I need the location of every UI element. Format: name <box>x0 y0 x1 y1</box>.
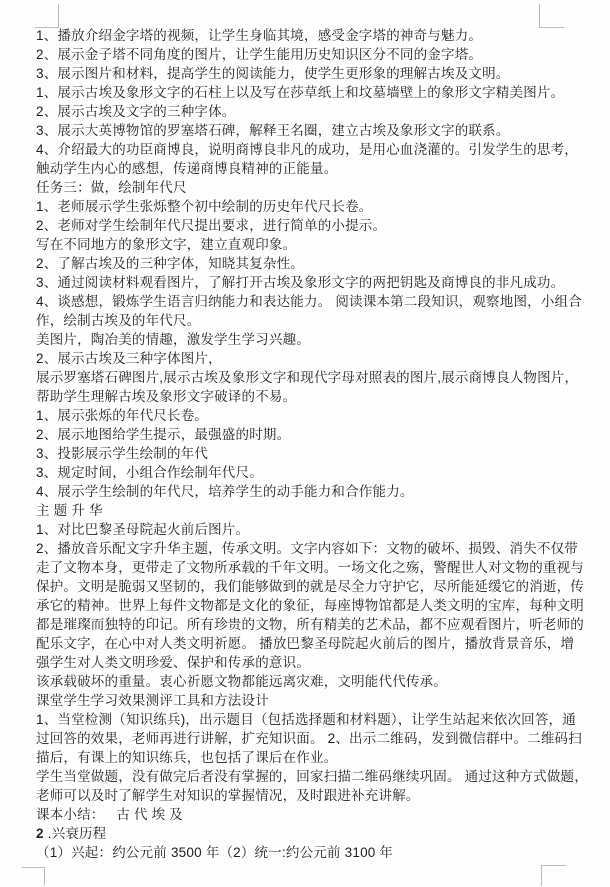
text-line: （1）兴起：约公元前 3500 年（2）统一:约公元前 3100 年 <box>36 845 394 860</box>
text-line: 2、播放音乐配文字升华主题，传承文明。文字内容如下：文物的破坏、损毁、消失不仅带 <box>36 541 579 556</box>
text-line: 学生当堂做题，没有做完后者没有掌握的，回家扫描二维码继续巩固。 通过这种方式做题， <box>36 769 588 784</box>
text-line: 课堂学生学习效果测评工具和方法设计 <box>36 693 269 708</box>
document-body <box>36 26 590 862</box>
text-line: 过回答的效果，老师再进行讲解，扩充知识面。 2、出示二维码，发到微信群中。二维码扫 <box>36 731 582 746</box>
text-line: 3、展示大英博物馆的罗塞塔石碑，解释王名圈，建立古埃及象形文字的联系。 <box>36 123 510 138</box>
text-line: 配乐文字，在心中对人类文明祈愿。 播放巴黎圣母院起火前后的图片，播放背景音乐，增 <box>36 636 575 651</box>
crop-mark-bottom-right <box>541 865 566 886</box>
text-line: 1、播放介绍金字塔的视频，让学生身临其境，感受金字塔的神奇与魅力。 <box>36 28 483 43</box>
text-line: 作，绘制古埃及的年代尺。 <box>36 313 201 328</box>
text-line: 1、当堂检测（知识练兵)，出示题目（包括选择题和材料题），让学生站起来依次回答，通 <box>36 712 576 727</box>
text-line: 4、展示学生绘制的年代尺，培养学生的动手能力和合作能力。 <box>36 484 414 499</box>
text-line: 描后，有课上的知识练兵，也包括了课后在作业。 <box>36 750 338 765</box>
text-line: 2、展示地图给学生提示，最强盛的时期。 <box>36 427 291 442</box>
text-line: 触动学生内心的感想，传递商博良精神的正能量。 <box>36 161 338 176</box>
text-line: 1、对比巴黎圣母院起火前后图片。 <box>36 522 250 537</box>
text-line: 1、老师展示学生张烁整个初中绘制的历史年代尺长卷。 <box>36 199 373 214</box>
text-line: 强学生对人类文明珍爱、保护和传承的意识。 <box>36 655 310 670</box>
text-line: 课本小结： 古 代 埃 及 <box>36 807 184 822</box>
text-line: 帮助学生理解古埃及象形文字破译的不易。 <box>36 389 297 404</box>
text-line: 2、展示古埃及文字的三种字体。 <box>36 104 236 119</box>
text-line: 1、展示张烁的年代尺长卷。 <box>36 408 209 423</box>
text-line: 3、投影展示学生绘制的年代 <box>36 446 209 461</box>
text-line: 老师可以及时了解学生对知识的掌握情况，及时跟进补充讲解。 <box>36 788 420 803</box>
text-line: 承它的精神。世界上每件文物都是文化的象征，每座博物馆都是人类文明的宝库，每种文明 <box>36 598 584 613</box>
crop-mark-top-left <box>35 4 59 28</box>
text-line: 该承载破坏的重量。衷心祈愿文物都能远离灾难，文明能代代传承。 <box>36 674 447 689</box>
text-line: 美图片，陶冶美的情趣，激发学生学习兴趣。 <box>36 332 310 347</box>
text-line: 2、展示古埃及三种字体图片， <box>36 351 222 366</box>
text-line: 走了文物本身，更带走了文物所承载的千年文明。一场文化之殇，警醒世人对文物的重视与 <box>36 560 584 575</box>
text-line: 4、谈感想，锻炼学生语言归纳能力和表达能力。 阅读课本第二段知识，观察地图，小组合 <box>36 294 582 309</box>
text-line: 写在不同地方的象形文字，建立直观印象。 <box>36 237 297 252</box>
text-line: 2、了解古埃及的三种字体，知晓其复杂性。 <box>36 256 305 271</box>
text-line: 3、通过阅读材料观看图片，了解打开古埃及象形文字的两把钥匙及商博良的非凡成功。 <box>36 275 565 290</box>
text-line: 4、介绍最大的功臣商博良，说明商博良非凡的成功，是用心血浇灌的。引发学生的思考， <box>36 142 579 157</box>
text-line: 2 .兴衰历程 <box>36 826 107 841</box>
text-line: 都是璀璨而独特的印记。所有珍贵的文物，所有精美的艺术品，都不应观看图片，听老师的 <box>36 617 584 632</box>
text-line: 2、展示金子塔不同角度的图片，让学生能用历史知识区分不同的金字塔。 <box>36 47 483 62</box>
text-line: 任务三：做，绘制年代尺 <box>36 180 187 195</box>
text-line: 3、展示图片和材料，提高学生的阅读能力，使学生更形象的理解古埃及文明。 <box>36 66 510 81</box>
text-line: 保护。文明是脆弱又坚韧的，我们能够做到的就是尽全力守护它，尽所能延缓它的消逝，传 <box>36 579 584 594</box>
text-line: 3、规定时间，小组合作绘制年代尺。 <box>36 465 263 480</box>
crop-mark-bottom-left <box>22 867 45 886</box>
text-line: 2、老师对学生绘制年代尺提出要求，进行简单的小提示。 <box>36 218 387 233</box>
text-line: 展示罗塞塔石碑图片,展示古埃及象形文字和现代字母对照表的图片,展示商博良人物图片， <box>36 370 579 385</box>
text-line: 主 题 升 华 <box>36 503 103 518</box>
crop-mark-top-right <box>539 4 564 28</box>
text-line: 1、展示古埃及象形文字的石柱上以及写在莎草纸上和坟墓墙壁上的象形文字精美图片。 <box>36 85 565 100</box>
